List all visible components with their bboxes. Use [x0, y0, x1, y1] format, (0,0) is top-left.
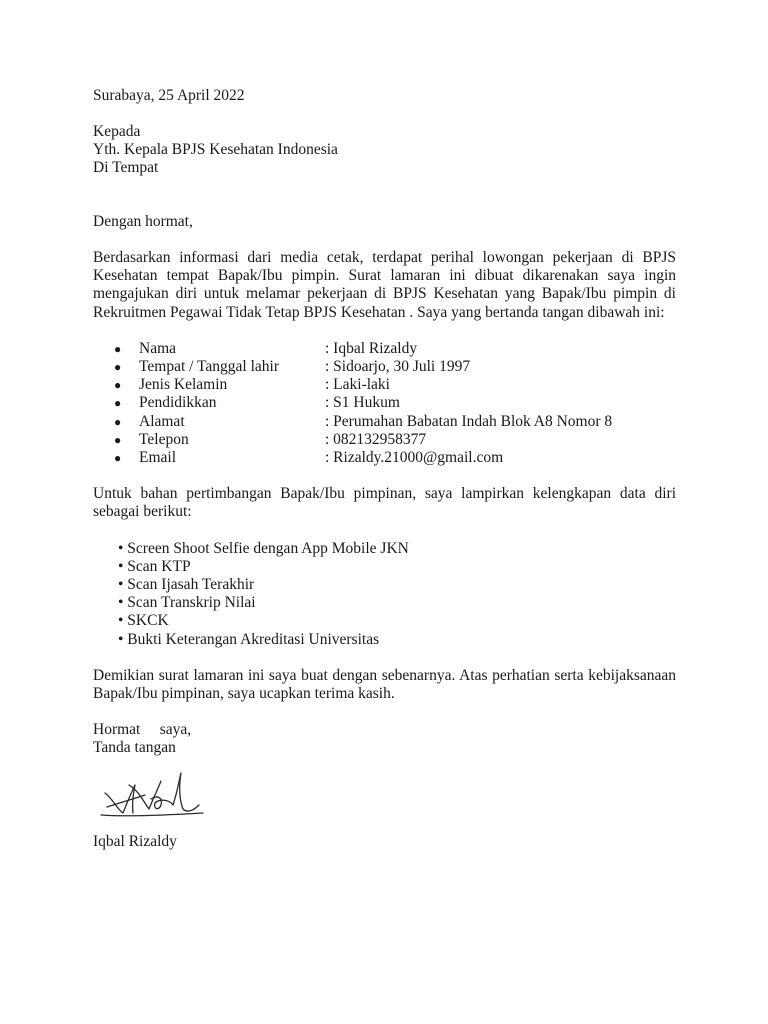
bullet-icon: ● — [114, 396, 122, 411]
recipient-block — [93, 123, 676, 177]
detail-value: : Iqbal Rizaldy — [325, 339, 418, 357]
detail-row-email — [93, 449, 676, 467]
bullet-icon: ● — [114, 450, 122, 465]
attachment-item: • Scan Ijasah Terakhir — [118, 575, 255, 593]
bullet-icon: ● — [114, 341, 122, 356]
signoff-block — [93, 721, 676, 757]
detail-value: : 082132958377 — [325, 430, 427, 448]
detail-label: Telepon — [139, 430, 189, 448]
bullet-icon: ● — [114, 432, 122, 447]
detail-row-birth — [93, 358, 676, 376]
bullet-icon: ● — [114, 414, 122, 429]
closing-paragraph: Demikian surat lamaran ini saya buat dengan sebenarnya. Atas perhatian serta kebijaksanaan Bapak/Ibu pimpinan, saya ucapkan terima kasih. — [93, 666, 676, 702]
attachments-list — [118, 540, 676, 649]
recipient-line: Di Tempat — [93, 159, 159, 176]
signoff-line: Tanda tangan — [93, 739, 176, 757]
attachment-item: • Scan KTP — [118, 557, 191, 575]
signoff-line: Hormat saya, — [93, 721, 192, 739]
detail-row-name — [93, 340, 676, 358]
attachment-item: • Scan Transkrip Nilai — [118, 594, 256, 612]
detail-value: : Perumahan Babatan Indah Blok A8 Nomor 8 — [325, 412, 613, 430]
detail-row-gender — [93, 376, 676, 394]
recipient-line: Yth. Kepala BPJS Kesehatan Indonesia — [93, 141, 338, 158]
letter-date: Surabaya, 25 April 2022 — [93, 87, 245, 104]
detail-value: : Rizaldy.21000@gmail.com — [325, 448, 504, 466]
detail-row-phone — [93, 431, 676, 449]
attachment-item: • Screen Shoot Selfie dengan App Mobile JKN — [118, 539, 409, 557]
detail-label: Email — [139, 448, 177, 466]
detail-value: : Laki-laki — [325, 376, 390, 394]
bullet-icon: ● — [114, 360, 122, 374]
handwritten-signature — [99, 769, 209, 825]
attachment-item: • SKCK — [118, 612, 169, 630]
detail-value: : S1 Hukum — [325, 394, 400, 412]
detail-label: Alamat — [139, 412, 185, 430]
greeting: Dengan hormat, — [93, 213, 193, 230]
attachments-intro: Untuk bahan pertimbangan Bapak/Ibu pimpinan, saya lampirkan kelengkapan data diri sebagai berikut: — [93, 485, 676, 521]
detail-label: Tempat / Tanggal lahir — [139, 358, 280, 375]
letter-page — [93, 84, 676, 851]
recipient-line: Kepada — [93, 123, 141, 140]
bullet-icon: ● — [114, 378, 122, 393]
detail-row-education — [93, 394, 676, 412]
detail-label: Nama — [139, 339, 177, 357]
detail-label: Jenis Kelamin — [139, 376, 228, 394]
opening-paragraph: Berdasarkan informasi dari media cetak, terdapat perihal lowongan pekerjaan di BPJS Kesehatan tempat Bapak/Ibu pimpin. Surat lamaran ini dibuat dikarenakan saya ingin mengajukan diri untuk melamar pekerjaan di BPJS Kesehatan yang Bapak/Ibu pimpin di Rekruitmen Pegawai Tidak Tetap BPJS Kesehatan . Saya yang bertanda tangan dibawah ini: — [93, 249, 676, 321]
detail-row-address — [93, 413, 676, 431]
attachment-item: • Bukti Keterangan Akreditasi Universitas — [118, 630, 380, 648]
detail-label: Pendidikkan — [139, 394, 217, 412]
signer-name: Iqbal Rizaldy — [93, 833, 177, 851]
detail-value: : Sidoarjo, 30 Juli 1997 — [325, 358, 471, 375]
personal-details-list — [93, 340, 676, 467]
